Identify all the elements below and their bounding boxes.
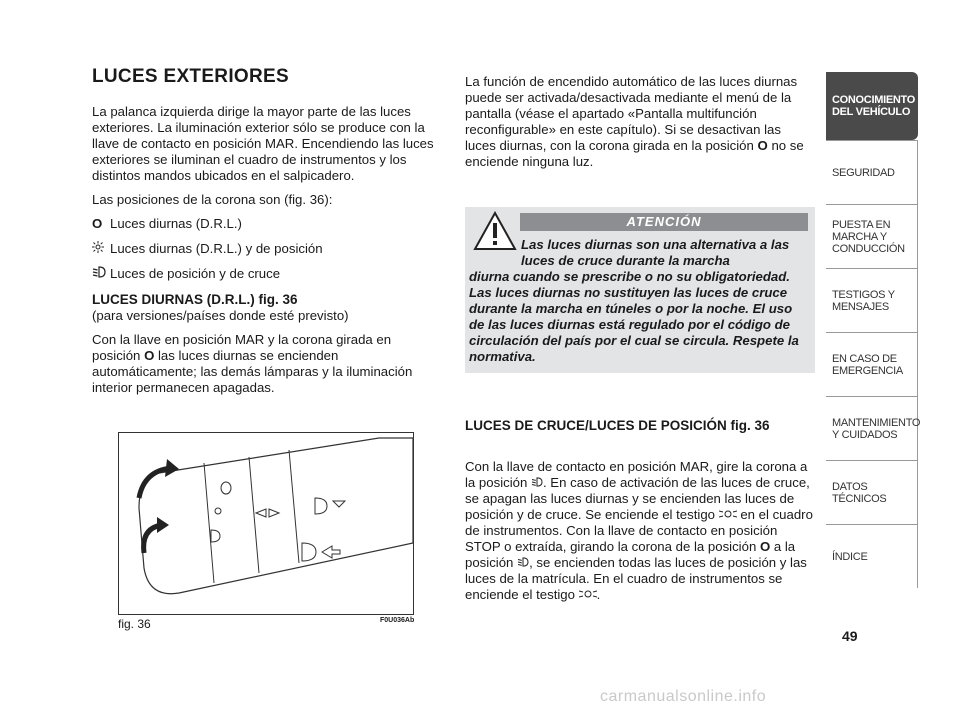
- warning-text: Las luces diurnas son una alternativa a las luces de cruce durante la marcha diurna cuando se prescribe o no su obligatoriedad. Las luces diurnas no sustituyen las luces de cruce durante la marcha en túneles o por la noche. El uso de las luces diurnas está regulado por el código de circulación del país por el cual se circula. Respete la normativa.: [469, 237, 799, 364]
- page-number: 49: [842, 628, 858, 644]
- left-column: [92, 66, 440, 404]
- o-symbol: O: [92, 216, 103, 231]
- tab-seguridad[interactable]: SEGURIDAD: [826, 140, 918, 204]
- figure-caption: fig. 36: [118, 617, 151, 631]
- position-item-drl-position: [92, 241, 440, 257]
- chapter-tabs: [826, 72, 921, 588]
- cruce-heading: LUCES DE CRUCE/LUCES DE POSICIÓN fig. 36: [465, 418, 770, 433]
- warning-box: [465, 207, 815, 373]
- tab-testigos[interactable]: TESTIGOS Y MENSAJES: [826, 268, 918, 332]
- tab-mantenimiento[interactable]: MANTENIMIENTO Y CUIDADOS: [826, 396, 918, 460]
- position-item-drl: [92, 216, 440, 232]
- sun-icon: [92, 241, 110, 257]
- drl-paragraph: Con la llave en posición MAR y la corona girada en posición O las luces diurnas se encienden automáticamente; las demás lámparas y la iluminación interior permanecen apagadas.: [92, 332, 413, 395]
- dipped-beam-icon: [517, 555, 529, 570]
- positions-intro: Las posiciones de la corona son (fig. 36):: [92, 192, 333, 207]
- cruce-paragraph: Con la llave de contacto en posición MAR, gire la corona a la posición . En caso de activación de las luces de cruce, se apagan las luces diurnas y se encienden las luces de posición y de cruce. Se enciende el testigo en el cuadro de instrumentos. Con la llave de contacto en posición STOP o extraída, girando la corona de la posición O a la posición , se encienden todas las luces de posición y las luces de la matrícula. En el cuadro de instrumentos se enciende el testigo .: [465, 459, 813, 602]
- position-label: Luces diurnas (D.R.L.) y de posición: [110, 241, 323, 256]
- figure-code: F0U036Ab: [380, 617, 415, 624]
- figure-lever: [118, 432, 414, 615]
- watermark: carmanualsonline.info: [600, 688, 767, 705]
- tab-datos-tecnicos[interactable]: DATOS TÉCNICOS: [826, 460, 918, 524]
- intro-paragraph: La palanca izquierda dirige la mayor parte de las luces exteriores. La iluminación exterior sólo se produce con la llave de contacto en posición MAR. Encendiendo las luces exteriores se iluminan el cuadro de instrumentos y los distintos mandos ubicados en el salpicadero.: [92, 104, 434, 183]
- warning-title: ATENCIÓN: [520, 213, 808, 231]
- tab-puesta-en-marcha[interactable]: PUESTA EN MARCHA Y CONDUCCIÓN: [826, 204, 918, 268]
- drl-note: (para versiones/países donde esté previsto): [92, 308, 349, 323]
- tab-indice[interactable]: ÍNDICE: [826, 524, 918, 588]
- section-heading: LUCES EXTERIORES: [92, 66, 289, 87]
- dipped-beam-icon: [531, 475, 543, 490]
- position-label: Luces diurnas (D.R.L.): [110, 216, 242, 231]
- position-label: Luces de posición y de cruce: [110, 266, 281, 281]
- position-item-cruce: [92, 266, 440, 282]
- right-column: [465, 74, 815, 178]
- position-lights-icon: [719, 507, 737, 522]
- auto-paragraph: La función de encendido automático de las luces diurnas puede ser activada/desactivada mediante el menú de la pantalla (véase el apartado «Pantalla multifunción reconfigurable» en este capítulo). Si se desactivan las luces diurnas, con la corona girada en la posición O no se enciende ninguna luz.: [465, 74, 804, 169]
- tab-conocimiento[interactable]: CONOCIMIENTO DEL VEHÍCULO: [826, 72, 918, 140]
- cruce-body: [465, 459, 815, 611]
- dipped-beam-icon: [92, 266, 110, 282]
- tab-emergencia[interactable]: EN CASO DE EMERGENCIA: [826, 332, 918, 396]
- position-lights-icon: [579, 587, 597, 602]
- drl-heading: LUCES DIURNAS (D.R.L.) fig. 36: [92, 292, 298, 307]
- lever-illustration: [139, 438, 413, 594]
